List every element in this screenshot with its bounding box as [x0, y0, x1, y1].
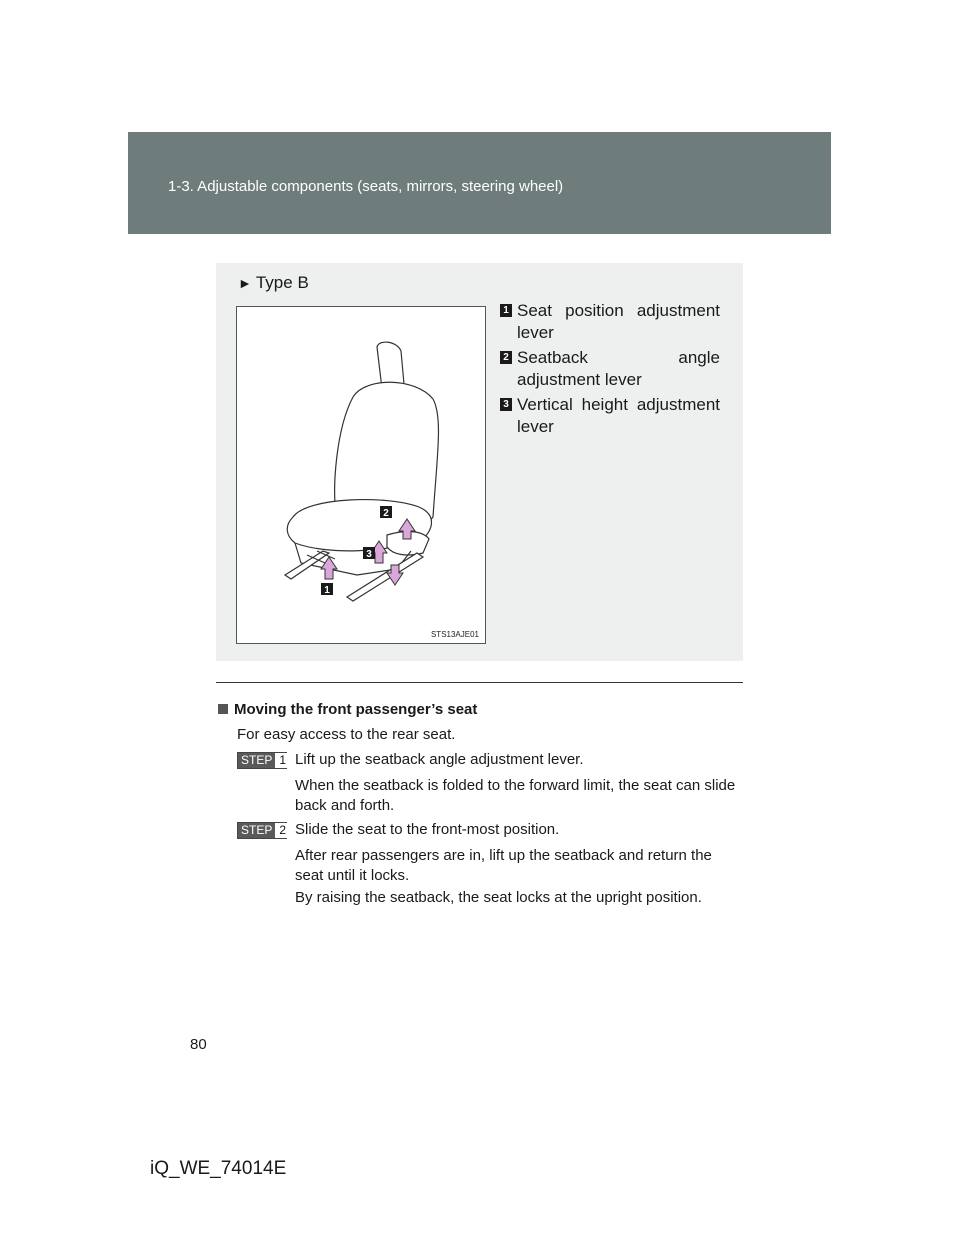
legend-item-3	[500, 394, 720, 438]
legend-num-3: 3	[500, 398, 512, 411]
step-1-num: 1	[275, 753, 290, 768]
callout-1-label: 1	[324, 585, 330, 596]
section-title	[218, 701, 477, 718]
step-1-note: When the seatback is folded to the forward limit, the seat can slide back and forth.	[295, 777, 736, 814]
legend-item-1	[500, 300, 720, 344]
step-2-note-1: After rear passengers are in, lift up the seatback and return the seat until it locks.	[295, 847, 712, 884]
image-code: STS13AJE01	[430, 630, 479, 639]
page-number: 80	[190, 1036, 207, 1053]
legend-text-3: Vertical height adjustment lever	[517, 395, 720, 436]
step-1-badge	[237, 752, 287, 769]
rail-right	[347, 553, 423, 601]
seat-drawing	[237, 307, 485, 643]
step-2-note-2: By raising the seatback, the seat locks at the upright position.	[295, 889, 702, 906]
triangle-right-icon: ►	[238, 275, 252, 291]
legend-num-1: 1	[500, 304, 512, 317]
callout-3	[363, 547, 375, 560]
legend-item-2	[500, 347, 720, 391]
callout-3-label: 3	[366, 549, 372, 560]
step-2-text: Slide the seat to the front-most position.	[295, 821, 560, 838]
section-divider	[216, 682, 743, 683]
section-intro: For easy access to the rear seat.	[237, 726, 456, 743]
type-label-text: Type B	[255, 273, 309, 292]
callout-1	[321, 583, 333, 596]
seat-illustration	[236, 306, 486, 644]
callout-2	[380, 506, 392, 519]
step-2-badge	[237, 822, 287, 839]
chapter-heading: 1-3. Adjustable components (seats, mirrors, steering wheel)	[168, 178, 564, 195]
type-label	[238, 273, 309, 293]
legend-num-2: 2	[500, 351, 512, 364]
section-title-text: Moving the front passenger’s seat	[234, 701, 478, 718]
square-bullet-icon	[218, 704, 228, 714]
legend-text-1: Seat position adjustment lever	[517, 301, 720, 342]
legend-text-2: Seatback angle adjustment lever	[517, 348, 720, 389]
step-2-label: STEP	[238, 823, 275, 838]
step-1-text: Lift up the seatback angle adjustment lever.	[295, 751, 584, 768]
callout-2-label: 2	[383, 508, 389, 519]
step-2-num: 2	[275, 823, 290, 838]
document-code: iQ_WE_74014E	[150, 1158, 287, 1179]
step-1-label: STEP	[238, 753, 275, 768]
arrow-1	[321, 557, 337, 579]
